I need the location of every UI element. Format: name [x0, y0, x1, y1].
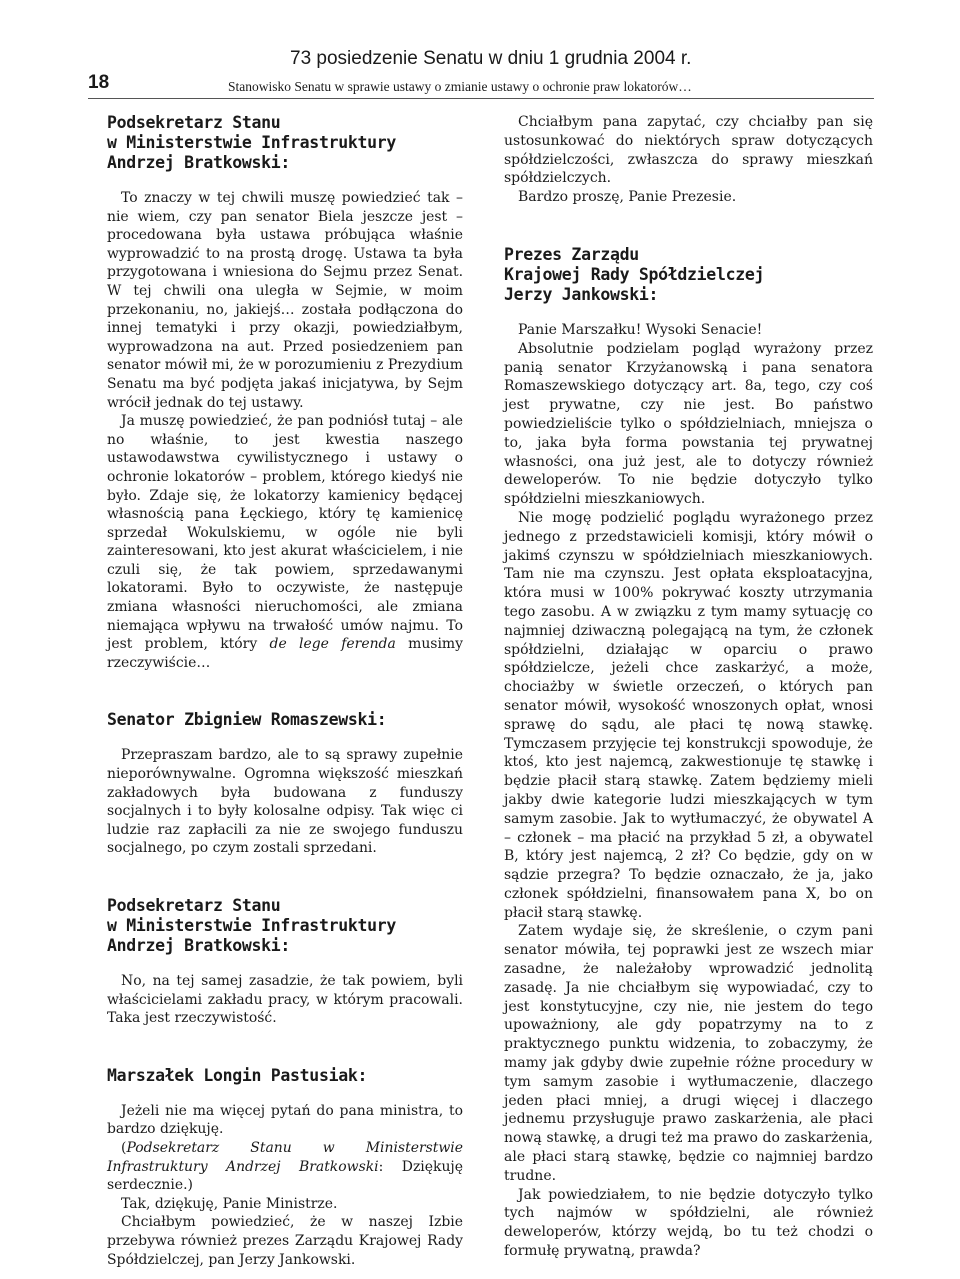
running-title: 73 posiedzenie Senatu w dniu 1 grudnia 2004 r.	[290, 48, 692, 69]
paragraph	[107, 412, 463, 672]
paragraph: No, na tej samej zasadzie, że tak powiem, byli właścicielami zakładu pracy, w którym pracowali. Taka jest rzeczywistość.	[107, 973, 463, 1027]
speaker-heading	[107, 113, 463, 173]
speaker-role: Prezes Zarządu	[504, 244, 639, 264]
right-column	[504, 113, 873, 1261]
paragraph: Bardzo proszę, Panie Prezesie.	[518, 189, 737, 206]
latin-phrase: de lege ferenda	[269, 636, 396, 653]
speaker-heading	[107, 896, 463, 956]
speaker-name: Jerzy Jankowski:	[504, 284, 659, 304]
speaker-name: Senator Zbigniew Romaszewski:	[107, 710, 387, 730]
header-divider	[88, 98, 874, 99]
left-column	[107, 113, 463, 1269]
speaker-name: Marszałek Longin Pastusiak:	[107, 1065, 368, 1085]
stage-remark	[107, 1139, 463, 1195]
paragraph: Jak powiedziałem, to nie będzie dotyczyło tylko tych najmów w spółdzielni, ale również deweloperów, którzy wejdą, bo tu też chodzi o formułę prywatną, prawda?	[504, 1186, 873, 1260]
speaker-organization: Krajowej Rady Spółdzielczej	[504, 264, 765, 284]
remark-speaker: Podsekretarz Stanu w Ministerstwie Infrastruktury Andrzej Bratkowski	[107, 1139, 463, 1175]
paragraph: Tak, dziękuję, Panie Ministrze.	[121, 1195, 338, 1212]
paragraph: Panie Marszałku! Wysoki Senacie!	[518, 321, 763, 338]
paragraph: Nie mogę podzielić poglądu wyrażonego przez jednego z przedstawicieli komisji, który mówił o jakimś czynszu w spółdzielniach mieszkaniowych. Tam nie ma czynszu. Jest opłata eksploatacyjna, która musi w 100% pokrywać koszty utrzymania tego zasobu. A w związku z tym mamy sytuację co najmniej dziwaczną polegającą na tym, że członek spółdzielni, działając w oparciu o prawo spółdzielcze, jeżeli chce zaskarżyć, a może, chociażby w świetle orzeczeń, o których pan senator mówił, wysokość wnoszonych opłat, wnosi sprawę do sądu, ale płaci tę nową stawkę. Tymczasem przyjęcie tej konstrukcji spowoduje, że ktoś, kto jest najemcą, zakwestionuje tę stawkę i będzie płacił starą stawkę. Zatem będziemy mieli jakby dwie kategorie ludzi mieszkających w tym samym zasobie. Jak to wytłumaczyć, że obywatel A – członek – ma płacić na przykład 5 zł, a obywatel B, który jest najemcą, 2 zł? Co będzie, gdy on w sądzie przegra? To będzie oznaczało, że ja, jako członek spółdzielni, finansowałem pana X, bo on płacił starą stawkę.	[504, 509, 873, 921]
speaker-ministry: w Ministerstwie Infrastruktury	[107, 133, 397, 152]
speaker-heading	[107, 710, 463, 730]
speaker-heading	[504, 245, 873, 305]
page-header	[0, 0, 960, 100]
paragraph-text: musimy rzeczywiście…	[107, 636, 464, 671]
paragraph: Jeżeli nie ma więcej pytań do pana ministra, to bardzo dziękuję.	[107, 1102, 463, 1138]
running-subtitle: Stanowisko Senatu w sprawie ustawy o zmianie ustawy o ochronie praw lokatorów…	[228, 79, 692, 94]
paragraph: Chciałbym powiedzieć, że w naszej Izbie przebywa również prezes Zarządu Krajowej Rady Spółdzielczej, pan Jerzy Jankowski.	[107, 1214, 463, 1268]
paren-open: (	[121, 1139, 127, 1156]
paragraph-text: Ja muszę powiedzieć, że pan podniósł tutaj – ale no właśnie, to jest kwestia naszego ustawodawstwa cywilistycznego i ustawy o ochronie lokatorów – problem, którego kiedyś nie było. Zdaje się, że lokatorzy kamienicy będącej własnością pana Łęckiego, który tę kamienicę sprzedał Wokulskiemu, w ogóle nie byli zainteresowani, kto jest akurat właścicielem, i nie czuli się, że tak powiem, sprzedawanymi lokatorami. Było to oczywiste, że następuje zmiana własności nieruchomości, ale zmiana niemająca wpływu na trwałość umów najmu. To jest problem, który	[107, 413, 463, 653]
speaker-name: Andrzej Bratkowski:	[107, 153, 291, 172]
page-number: 18	[88, 72, 110, 93]
speaker-heading	[107, 1066, 463, 1086]
paragraph: Przepraszam bardzo, ale to są sprawy zupełnie nieporównywalne. Ogromna większość mieszkań zakładowych była budowana z funduszy socjalnych i to były kolosalne odpisy. Tak więc ci ludzie raz zapłacili za nie ze swojego funduszu socjalnego, po czym zostali sprzedani.	[107, 747, 463, 857]
speaker-role: Podsekretarz Stanu	[107, 896, 281, 915]
paragraph: To znaczy w tej chwili muszę powiedzieć tak – nie wiem, czy pan senator Biela jeszcze jest – procedowana była ustawa próbująca właśnie wyprowadzić to na prostą drogę. Ustawa ta była przygotowana i wniesiona do Sejmu przez Senat. W tej chwili ona uległa w Sejmie, w moim przekonaniu, no, jakiejś… została podłączona do innej tematyki i przy okazji, powiedziałbym, wyprowadzona na aut. Przed posiedzeniem pan senator mówił mi, że w porozumieniu z Prezydium Senatu ma być podjęta jakaś inicjatywa, by Sejm wrócił jednak do tej ustawy.	[107, 190, 463, 411]
paragraph: Absolutnie podzielam pogląd wyrażony przez panią senator Krzyżanowską i pana senatora Romaszewskiego dotyczący art. 8a, tego, czy coś jest prywatne, czy nie jest. Bo państwo powiedzieliście tylko o spółdzielniach, mniejsza o to, jaka była forma powstania tej prywatnej własności, ona już jest, ale to dotyczy również deweloperów. To nie będzie dotyczyło tylko spółdzielni mieszkaniowych.	[504, 340, 873, 508]
remark-text: : Dziękuję serdecznie.)	[107, 1158, 463, 1194]
paragraph: Zatem wydaje się, że skreślenie, o czym pani senator mówiła, tej poprawki jest ze wszech miar zasadne, że należałoby wprowadzić jednolitą zasadę. Ja nie chciałbym się wypowiadać, czy to jest konstytucyjne, czy nie, nie jestem do tego upoważniony, ale gdy popatrzymy na to z praktycznego punktu widzenia, to zobaczymy, że mamy jak gdyby dwie zupełnie różne procedury w tym samym zasobie i wytłumaczenie, dlaczego jeden płaci mniej, a drugi więcej i dlaczego jednemu przysługuje prawo zaskarżenia, ale płaci nową stawkę, a drugi też ma prawo do zaskarżenia, ale płaci starą stawkę, będzie co najmniej bardzo trudne.	[504, 923, 873, 1184]
paragraph: Chciałbym pana zapytać, czy chciałby pan się ustosunkować do niektórych spraw dotyczących spółdzielczości, zwłaszcza do sprawy mieszkań spółdzielczych.	[504, 114, 873, 187]
speaker-name: Andrzej Bratkowski:	[107, 936, 291, 955]
speaker-ministry: w Ministerstwie Infrastruktury	[107, 916, 397, 935]
speaker-role: Podsekretarz Stanu	[107, 113, 281, 132]
